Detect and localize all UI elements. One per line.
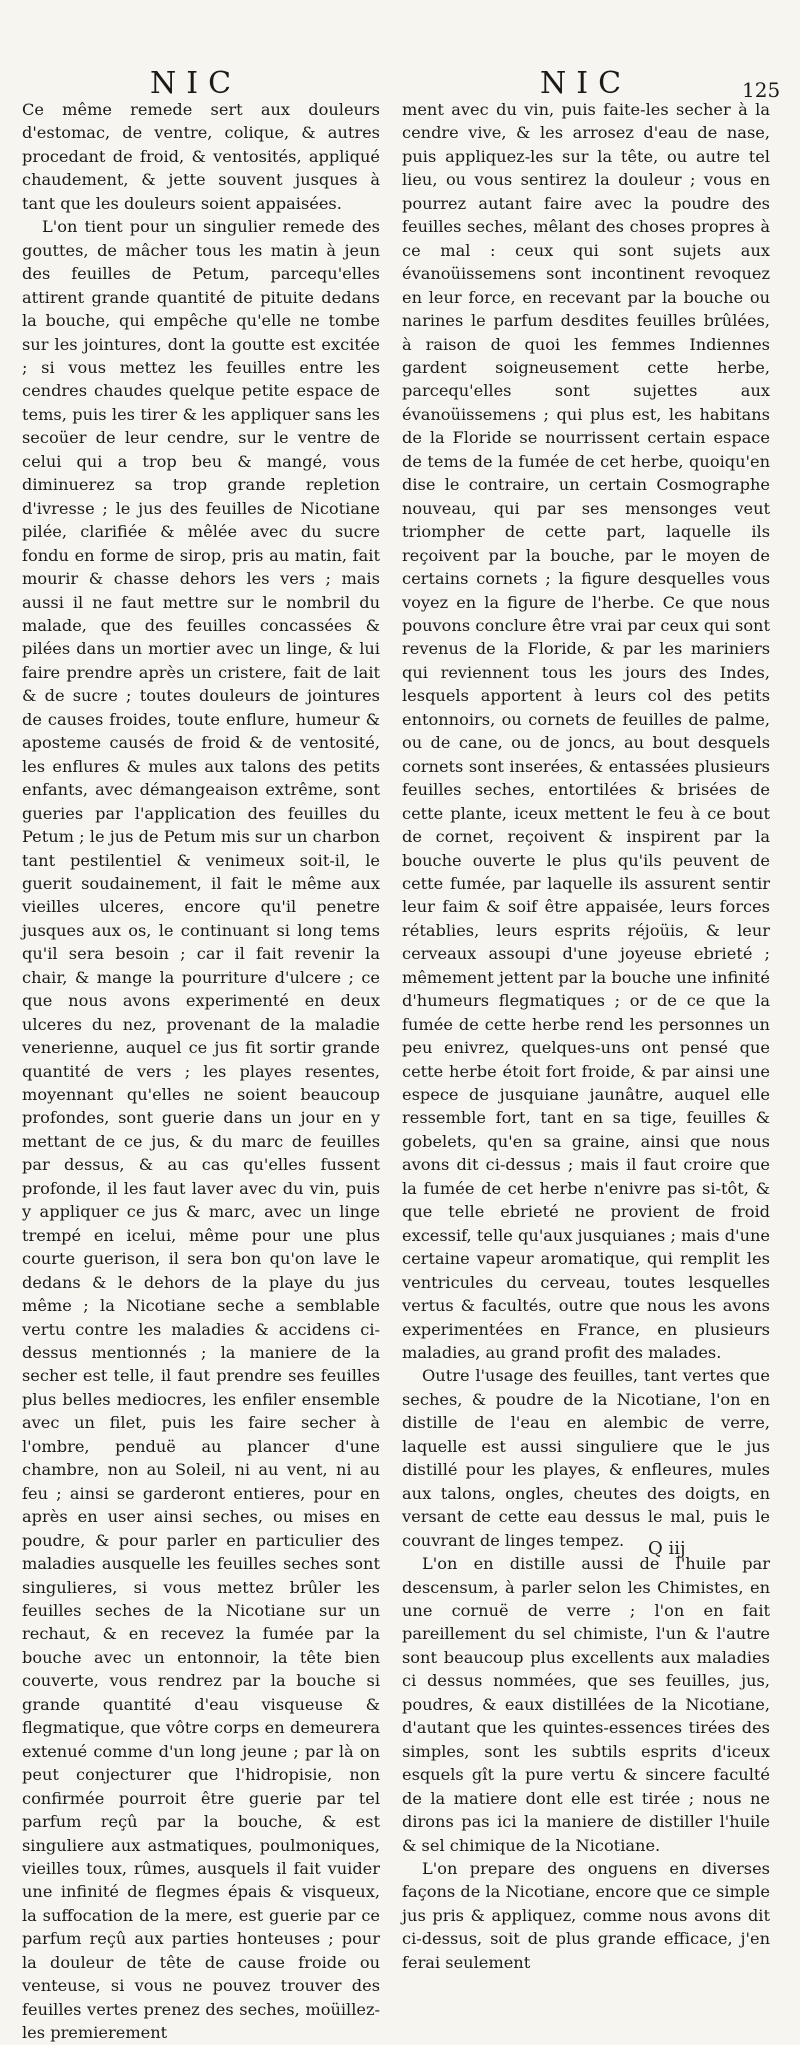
page-number: 125: [742, 78, 781, 102]
paragraph: L'on prepare des onguens en diverses façons de la Nicotiane, encore que ce simple jus pris & appliquez, comme nous avons dit ci-dessus, soit de plus grande efficace, j'en ferai seulement: [402, 1858, 770, 1972]
signature-mark: Q iij: [648, 1538, 686, 1559]
column-gutter: [391, 100, 392, 1550]
running-head-right: NIC: [540, 66, 632, 101]
running-head-left: NIC: [150, 66, 242, 101]
paragraph: ment avec du vin, puis faite-les secher à la cendre vive, & les arrosez d'eau de nase, puis appliquez-les sur la tête, ou autre tel lieu, ou vous sentirez la douleur ; vous en pourrez autant faire avec la poudre des feuilles seches, mêlant des choses propres à ce mal : ceux qui sont sujets aux évanoüissemens sont incontinent revoquez en leur force, en recevant par la bouche ou narines le parfum desdites feuilles brûlées, à raison de quoi les femmes Indiennes gardent soigneusement cette herbe, parcequ'elles sont sujettes aux évanoüissemens ; qui plus est, les habitans de la Floride se nourrissent certain espace de tems de la fumée de cet herbe, quoiqu'en dise le contraire, un certain Cosmographe nouveau, qui par ses mensonges veut triompher de cette part, laquelle ils reçoivent par la bouche, par le moyen de certains cornets ; la figure desquelles vous voyez en la figure de l'herbe. Ce que nous pouvons conclure être vrai par ceux qui sont revenus de la Floride, & par les mariniers qui reviennent tous les jours des Indes, lesquels apportent à leurs col des petits entonnoirs, ou cornets de feuilles de palme, ou de cane, ou de joncs, au bout desquels cornets sont inserées, & entassées plusieurs feuilles seches, entortilées & brisées de cette plante, iceux mettent le feu à ce bout de cornet, reçoivent & inspirent par la bouche ouverte le plus qu'ils peuvent de cette fumée, par laquelle ils assurent sentir leur faim & soif être appaisée, leurs forces rétablies, leurs esprits réjoüis, & leur cerveaux assoupi d'une joyeuse ebrieté ; mêmement jettent par la bouche une infinité d'humeurs flegmatiques ; or de ce que la fumée de cette herbe rend les personnes un peu enivrez, quelques-uns ont pensé que cette herbe étoit fort froide, & par ainsi une espece de jusquiane jaunâtre, auquel elle ressemble fort, tant en sa tige, feuilles & gobelets, qu'en sa graine, ainsi que nous avons dit ci-dessus ; mais il faut croire que la fumée de cet herbe n'enivre pas si-tôt, & que telle ebrieté ne provient de froid excessif, telle qu'aux jusquianes ; mais d'une certaine vapeur aromatique, qui remplit les ventricules du cerveau, toutes lesquelles vertus & facultés, outre que nous les avons experimentées en France, en plusieurs maladies, au grand profit des malades.: [402, 100, 770, 1363]
left-column: [22, 98, 380, 2043]
paragraph: Ce même remede sert aux douleurs d'estomac, de ventre, colique, & autres procedant de froid, & ventosités, appliqué chaudement, & jette souvent jusques à tant que les douleurs soient appaisées.: [22, 100, 380, 213]
paragraph: Outre l'usage des feuilles, tant vertes que seches, & poudre de la Nicotiane, l'on en distille de l'eau en alembic de verre, laquelle est aussi singuliere que le jus distillé pour les playes, & enfleures, mules aux talons, ongles, cheutes des doigts, en versant de cette eau dessus le mal, puis le couvrant de linges tempez.: [402, 1366, 770, 1550]
paragraph: L'on tient pour un singulier remede des gouttes, de mâcher tous les matin à jeun des feuilles de Petum, parcequ'elles attirent grande quantité de pituite dedans la bouche, qui empêche qu'elle ne tombe sur les jointures, dont la goutte est excitée ; si vous mettez les feuilles entre les cendres chaudes quelque petite espace de tems, puis les tirer & les appliquer sans les secoüer de leur cendre, sur le ventre de celui qui a trop beu & mangé, vous diminuerez sa trop grande repletion d'ivresse ; le jus des feuilles de Nicotiane pilée, clarifiée & mêlée avec du sucre fondu en forme de sirop, pris au matin, fait mourir & chasse dehors les vers ; mais aussi il ne faut mettre sur le nombril du malade, que des feuilles concassées & pilées dans un mortier avec un linge, & lui faire prendre après un cristere, fait de lait & de sucre ; toutes douleurs de jointures de causes froides, toute enflure, humeur & aposteme causés de froid & de ventosité, les enflures & mules aux talons des petits enfants, avec démangeaison extrême, sont gueries par l'application des feuilles du Petum ; le jus de Petum mis sur un charbon tant pestilentiel & venimeux soit-il, le guerit soudainement, il fait le même aux vieilles ulceres, encore qu'il penetre jusques aux os, le continuant si long tems qu'il sera besoin ; car il fait revenir la chair, & mange la pourriture d'ulcere ; ce que nous avons experimenté en deux ulceres du nez, provenant de la maladie venerienne, auquel ce jus fit sortir grande quantité de vers ; les playes resentes, moyennant qu'elles ne soient beaucoup profondes, sont guerie dans un jour en y mettant de ce jus, & du marc de feuilles par dessus, & au cas qu'elles fussent profonde, il les faut laver avec du vin, puis y appliquer ce jus & marc, avec un linge trempé en icelui, même pour une plus courte guerison, il sera bon qu'on lave le dedans & le dehors de la playe du jus même ; la Nicotiane seche a semblable vertu contre les maladies & accidens ci-dessus mentionnés ; la maniere de la secher est telle, il faut prendre ses feuilles plus belles mediocres, les enfiler ensemble avec un filet, puis les faire secher à l'ombre, penduë au plancer d'une chambre, non au Soleil, ni au vent, ni au feu ; ainsi se garderont entieres, pour en après en user ainsi seches, ou mises en poudre, & pour parler en particulier des maladies ausquelle les feuilles seches sont singulieres, si vous mettez brûler les feuilles seches de la Nicotiane sur un rechaut, & en recevez la fumée par la bouche avec un entonnoir, la tête bien couverte, vous rendrez par la bouche si grande quantité d'eau visqueuse & flegmatique, que vôtre corps en demeurera extenué comme d'un long jeune ; par là on peut conjecturer que l'hidropisie, non confirmée pourroit être guerie par tel parfum reçû par la bouche, & est singuliere aux astmatiques, poulmoniques, vieilles toux, rûmes, ausquels il fait vuider une infinité de flegmes épais & visqueux, la suffocation de la mere, est guerie par ce parfum reçû aux parties honteuses ; pour la douleur de tête de cause froide ou venteuse, si vous ne pouvez trouver des feuilles vertes prenez des seches, moüillez-les premierement: [22, 217, 380, 2043]
paragraph: L'on en distille aussi de l'huile par descensum, à parler selon les Chimistes, en une cornuë de verre ; l'on en fait pareillement du sel chimiste, l'un & l'autre sont beaucoup plus excellents aux maladies ci dessus nommées, que ses feuilles, jus, poudres, & eaux distillées de la Nicotiane, d'autant que les quintes-essences tirées des simples, sont les subtils esprits d'iceux esquels gît la pure vertu & sincere faculté de la matiere dont elle est tirée ; nous ne dirons pas ici la maniere de distiller l'huile & sel chimique de la Nicotiane.: [402, 1554, 770, 1855]
